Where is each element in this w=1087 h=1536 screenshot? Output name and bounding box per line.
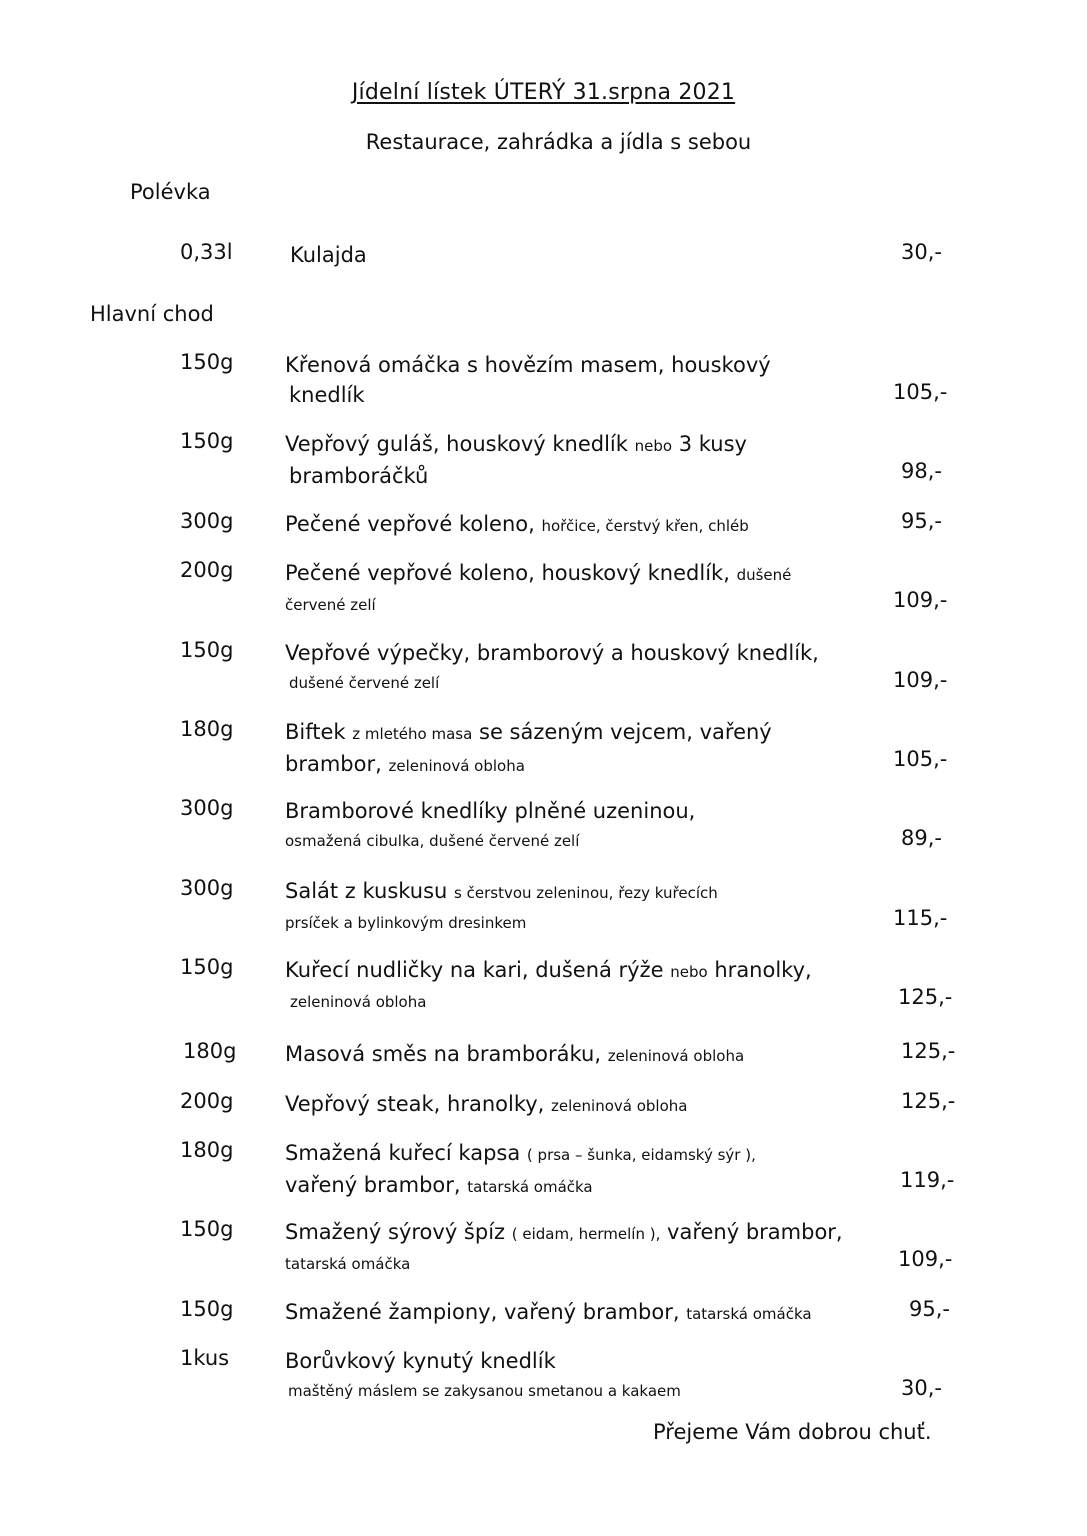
item-weight: 1kus — [180, 1346, 230, 1370]
item-price: 98,- — [901, 459, 942, 483]
item-line: 3 kusy — [678, 432, 747, 456]
item-note: dušené červené zelí — [289, 674, 440, 692]
item-description — [285, 1039, 885, 1071]
item-weight: 200g — [180, 558, 234, 582]
item-weight: 300g — [180, 796, 234, 820]
item-line: vařený brambor, — [667, 1220, 843, 1244]
item-line: Smažená kuřecí kapsa — [285, 1141, 521, 1165]
item-description — [285, 876, 885, 938]
item-note: zeleninová obloha — [388, 757, 525, 775]
item-price: 109,- — [893, 588, 948, 612]
item-price: 30,- — [901, 1376, 942, 1400]
item-price: 30,- — [901, 240, 942, 264]
item-note: tatarská omáčka — [686, 1305, 812, 1323]
item-weight: 300g — [180, 509, 234, 533]
item-weight: 300g — [180, 876, 234, 900]
item-line: brambor, — [285, 752, 382, 776]
page-title: Jídelní lístek ÚTERÝ 31.srpna 2021 — [351, 80, 736, 105]
item-description — [285, 1138, 885, 1202]
item-price: 125,- — [901, 1089, 956, 1113]
item-note: osmažená cibulka, dušené červené zelí — [285, 832, 580, 850]
item-line-2 — [285, 749, 885, 781]
item-note: zeleninová obloha — [290, 993, 427, 1011]
item-description — [285, 955, 885, 1017]
item-weight: 150g — [180, 1217, 234, 1241]
item-note: hořčice, čerstvý křen, chléb — [541, 517, 749, 535]
item-note: tatarská omáčka — [285, 1255, 411, 1273]
item-line: bramboráčků — [289, 464, 429, 488]
item-line: knedlík — [289, 383, 365, 407]
item-line: Masová směs na bramboráku, — [285, 1042, 602, 1066]
item-weight: 150g — [180, 955, 234, 979]
item-note: dušené — [736, 566, 792, 584]
item-line: Pečené vepřové koleno, houskový knedlík, — [285, 561, 730, 585]
item-line: se sázeným vejcem, vařený — [479, 720, 772, 744]
item-line: Biftek — [285, 720, 346, 744]
item-note: z mletého masa — [352, 725, 473, 743]
item-price: 95,- — [909, 1297, 950, 1321]
item-weight: 150g — [180, 638, 234, 662]
item-line-2 — [285, 1170, 885, 1202]
item-price: 125,- — [898, 985, 953, 1009]
item-description — [285, 350, 885, 410]
item-description — [285, 1346, 885, 1406]
item-description — [285, 1217, 925, 1279]
footer-note: Přejeme Vám dobrou chuť. — [653, 1420, 932, 1444]
item-note: nebo — [670, 963, 708, 981]
item-line: Kuřecí nudličky na kari, dušená rýže — [285, 958, 664, 982]
item-line: Křenová omáčka s hovězím masem, houskový — [285, 353, 771, 377]
item-line: Borůvkový kynutý knedlík — [285, 1349, 556, 1373]
item-description — [285, 1297, 885, 1329]
item-note: zeleninová obloha — [607, 1047, 745, 1065]
item-weight: 200g — [180, 1089, 234, 1113]
item-description — [285, 1089, 885, 1121]
item-line: Bramborové knedlíky plněné uzeninou, — [285, 799, 696, 823]
item-note: ( eidam, hermelín ), — [511, 1225, 661, 1243]
item-note: prsíček a bylinkovým dresinkem — [285, 914, 527, 932]
item-name: Kulajda — [290, 243, 367, 267]
item-weight: 150g — [180, 350, 234, 374]
item-line: Vepřový steak, hranolky, — [285, 1092, 545, 1116]
item-weight: 150g — [180, 429, 234, 453]
item-price: 95,- — [901, 509, 942, 533]
item-weight: 0,33l — [180, 240, 233, 264]
item-line: Smažené žampiony, vařený brambor, — [285, 1300, 680, 1324]
item-note: nebo — [634, 437, 673, 455]
item-price: 109,- — [898, 1247, 953, 1271]
item-description — [285, 796, 885, 856]
item-description — [285, 558, 885, 620]
item-line: hranolky, — [714, 958, 812, 982]
item-weight: 180g — [180, 1138, 234, 1162]
item-weight: 180g — [183, 1039, 237, 1063]
item-line: Vepřový guláš, houskový knedlík — [285, 432, 628, 456]
item-price: 105,- — [893, 747, 948, 771]
item-line: Smažený sýrový špíz — [285, 1220, 506, 1244]
item-price: 89,- — [901, 826, 942, 850]
item-price: 109,- — [893, 668, 948, 692]
item-weight: 150g — [180, 1297, 234, 1321]
item-price: 115,- — [893, 906, 948, 930]
item-line: Pečené vepřové koleno, — [285, 512, 535, 536]
item-description — [285, 429, 885, 491]
item-note: tatarská omáčka — [467, 1178, 593, 1196]
item-description — [285, 717, 885, 781]
item-note: zeleninová obloha — [551, 1097, 688, 1115]
item-line: vařený brambor, — [285, 1173, 461, 1197]
item-line: Salát z kuskusu — [285, 879, 448, 903]
item-price: 105,- — [893, 380, 948, 404]
item-description — [285, 509, 885, 541]
item-note: maštěný máslem se zakysanou smetanou a kakaem — [288, 1382, 681, 1400]
item-price: 119,- — [900, 1168, 955, 1192]
item-note: ( prsa – šunka, eidamský sýr ), — [526, 1146, 756, 1164]
section-heading-main: Hlavní chod — [90, 302, 214, 326]
item-weight: 180g — [180, 717, 234, 741]
item-note: červené zelí — [285, 596, 376, 614]
item-note: s čerstvou zeleninou, řezy kuřecích — [454, 884, 718, 902]
item-description — [285, 638, 885, 698]
section-heading-soup: Polévka — [130, 180, 211, 204]
item-price: 125,- — [901, 1039, 956, 1063]
item-line: Vepřové výpečky, bramborový a houskový knedlík, — [285, 641, 819, 665]
page-subtitle: Restaurace, zahrádka a jídla s sebou — [365, 130, 752, 154]
